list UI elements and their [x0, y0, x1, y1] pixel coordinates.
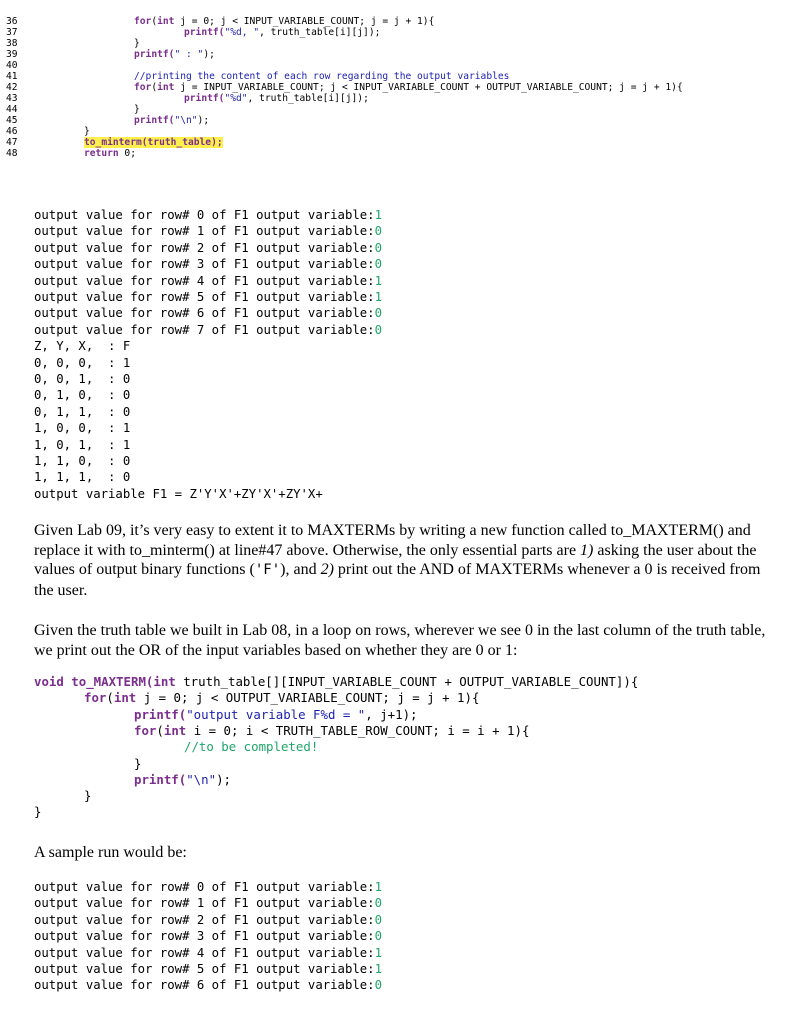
output-result: output variable F1 = Z'Y'X'+ZY'X'+ZY'X+ [34, 486, 323, 501]
line-number: 37 [6, 27, 18, 38]
line-number: 47 [6, 137, 18, 148]
code-line-47-highlighted: to_minterm(truth_table); [84, 137, 223, 148]
output-row: output value for row# 4 of F1 output variable:1 [34, 273, 382, 288]
output-row: output value for row# 3 of F1 output variable:0 [34, 929, 382, 944]
truth-table-row: 1, 1, 1, : 0 [34, 470, 131, 485]
paragraph-truth-table: Given the truth table we built in Lab 08, in a loop on rows, wherever we see 0 in the last column of the truth table, we print out the OR of the input variables based on whether they are 0 or 1: [34, 622, 766, 659]
output-row: output value for row# 1 of F1 output variable:0 [34, 224, 382, 239]
line-number: 43 [6, 93, 18, 104]
output-row: output value for row# 2 of F1 output variable:0 [34, 912, 382, 927]
output-row: output value for row# 1 of F1 output variable:0 [34, 896, 382, 911]
output-row: output value for row# 6 of F1 output variable:0 [34, 306, 382, 321]
code-line-37: printf("%d, ", truth_table[i][j]); [184, 27, 381, 38]
code-line-45: printf("\n"); [134, 115, 210, 126]
code-line-41-comment: //printing the content of each row regarding the output variables [134, 71, 510, 82]
code-line: for(int i = 0; i < TRUTH_TABLE_ROW_COUNT; i = i + 1){ [134, 722, 530, 738]
line-number: 36 [6, 16, 18, 27]
code-line: void to_MAXTERM(int truth_table[][INPUT_VARIABLE_COUNT + OUTPUT_VARIABLE_COUNT]){ [34, 674, 639, 689]
code-line: for(int j = 0; j < OUTPUT_VARIABLE_COUNT; j = j + 1){ [84, 690, 480, 706]
line-number: 48 [6, 148, 18, 159]
output-row: output value for row# 0 of F1 output variable:1 [34, 880, 382, 894]
paragraph-sample-run: A sample run would be: [34, 844, 187, 861]
code-line: } [34, 804, 42, 820]
line-number: 40 [6, 60, 18, 71]
line-number: 44 [6, 104, 18, 115]
code-comment: //to be completed! [184, 739, 319, 755]
truth-table-row: 0, 1, 0, : 0 [34, 388, 131, 403]
truth-table-row: 0, 0, 0, : 1 [34, 355, 131, 370]
code-line: printf("\n"); [134, 771, 231, 787]
truth-table-header: Z, Y, X, : F [34, 339, 131, 354]
code-line-39: printf(" : "); [134, 49, 215, 60]
line-number: 38 [6, 38, 18, 49]
code-line-48: return 0; [84, 148, 136, 159]
output-row: output value for row# 3 of F1 output variable:0 [34, 257, 382, 272]
output-row: output value for row# 7 of F1 output variable:0 [34, 322, 382, 337]
output-row: output value for row# 5 of F1 output variable:1 [34, 962, 382, 976]
truth-table-row: 0, 0, 1, : 0 [34, 372, 131, 386]
code-line-46: } [84, 126, 90, 137]
line-number: 41 [6, 71, 18, 82]
truth-table-row: 1, 1, 0, : 0 [34, 454, 131, 468]
code-line-38: } [134, 38, 140, 49]
truth-table-row: 1, 0, 1, : 1 [34, 437, 131, 452]
truth-table-row: 1, 0, 0, : 1 [34, 421, 131, 436]
code-line: } [134, 755, 142, 771]
code-line-43: printf("%d", truth_table[i][j]); [184, 93, 369, 104]
line-number: 46 [6, 126, 18, 137]
code-line: } [84, 788, 92, 804]
output-row: output value for row# 4 of F1 output variable:1 [34, 945, 382, 960]
code-line-36: for(int j = 0; j < INPUT_VARIABLE_COUNT; j = j + 1){ [134, 16, 435, 27]
code-line-42: for(int j = INPUT_VARIABLE_COUNT; j < INPUT_VARIABLE_COUNT + OUTPUT_VARIABLE_COUNT; j = j + 1){ [134, 82, 683, 93]
paragraph-maxterm-intro: Given Lab 09, it’s very easy to extent it to MAXTERMs by writing a new function called to_MAXTERM() and replace it with to_minterm() at line#47 above. Otherwise, the only essential parts are 1) asking the user about the values of output binary functions ('F'), and 2) print out the AND of MAXTERMs whenever a 0 is received from the user. [34, 522, 761, 599]
line-number: 45 [6, 115, 18, 126]
output-row: output value for row# 6 of F1 output variable:0 [34, 978, 382, 993]
truth-table-row: 0, 1, 1, : 0 [34, 404, 131, 419]
output-row: output value for row# 0 of F1 output variable:1 [34, 208, 382, 222]
code-line: printf("output variable F%d = ", j+1); [134, 706, 418, 722]
line-number: 42 [6, 82, 18, 93]
code-line-44: } [134, 104, 140, 115]
line-number: 39 [6, 49, 18, 60]
output-row: output value for row# 5 of F1 output variable:1 [34, 290, 382, 304]
output-row: output value for row# 2 of F1 output variable:0 [34, 240, 382, 255]
